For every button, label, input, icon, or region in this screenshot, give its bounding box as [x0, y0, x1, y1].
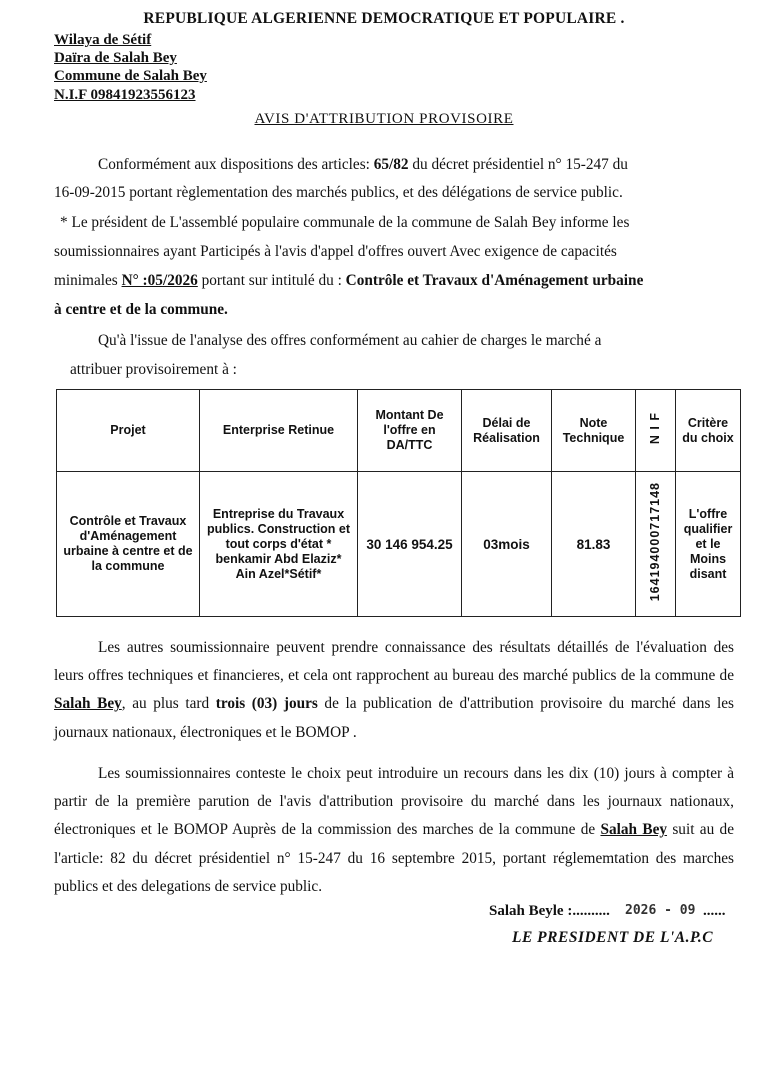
intro-text: Conformément aux dispositions des articles: [98, 156, 374, 173]
results-place: Salah Bey [54, 695, 122, 713]
results-days: trois (03) jours [215, 695, 318, 713]
appeal-text-1: Les soumissionnaires conteste le choix peut introduire un recours dans les dix (10) jours à compter à partir de la première parution de l'avis d'attribution provisoire du marché dans les journaux nationaux, électroniques et le BOMOP Auprès de la commission des marches de la commune de [54, 765, 734, 839]
daira-line: Daïra de Salah Bey [54, 50, 177, 66]
intro-text-2: du décret présidentiel n° 15-247 du [408, 156, 628, 173]
articles-ref: 65/82 [373, 156, 409, 173]
cell-company: Entreprise du Travaux publics. Construction et tout corps d'état * benkamir Abd Elaziz* Ain Azel*Sétif* [200, 472, 358, 617]
cell-criteria: L'offre qualifier et le Moins disant [676, 472, 741, 617]
cell-nif [636, 472, 676, 617]
signature-place-date [489, 903, 610, 920]
results-text-3: de la publication de d'attribution provisoire du marché dans les journaux nationaux, électroniques et le BOMOP . [54, 695, 734, 741]
header-criteria: Critère du choix [676, 390, 741, 472]
table-header-row [57, 390, 741, 472]
appeal-text-2: suit au de l'article: 82 du décret présidentiel n° 15-247 du 16 septembre 2015, portant réglememtation des marches publics et des delegations de service public. [54, 821, 734, 895]
header-project: Projet [57, 390, 200, 472]
appeal-place: Salah Bey [600, 821, 668, 839]
cell-project: Contrôle et Travaux d'Aménagement urbaine à centre et de la commune [57, 472, 200, 617]
commune-line: Commune de Salah Bey [54, 68, 207, 84]
announcement-text-2: portant sur intitulé du : [197, 272, 346, 289]
announcement-line-3 [54, 272, 643, 290]
results-text-2: , au plus tard [121, 695, 216, 713]
analysis-line-1: Qu'à l'issue de l'analyse des offres conformément au cahier de charges le marché a [98, 332, 602, 349]
announcement-line-2: soumissionnaires ayant Participés à l'avis d'appel d'offres ouvert Avec exigence de capacités [54, 243, 617, 260]
results-text-1: Les autres soumissionnaire peuvent prendre connaissance des résultats détaillés de l'évaluation des leurs offres techniques et financieres, et cela ont rapprochent au bureau des marché publics de la commune de [54, 639, 734, 685]
signatory-title: LE PRESIDENT DE L'A.P.C [512, 929, 714, 946]
intro-line-1 [98, 156, 628, 174]
nif-line: N.I.F 09841923556123 [54, 87, 196, 103]
analysis-line-2: attribuer provisoirement à : [70, 361, 237, 378]
tender-number: N° :05/2026 [121, 272, 198, 289]
header-nif [636, 390, 676, 472]
wilaya-line: Wilaya de Sétif [54, 32, 152, 48]
cell-score: 81.83 [552, 472, 636, 617]
announcement-text: minimales [54, 272, 122, 289]
tender-subject: Contrôle et Travaux d'Aménagement urbaine [345, 272, 644, 289]
cell-nif-text: 164194000717148 [648, 482, 662, 602]
cell-amount: 30 146 954.25 [358, 472, 462, 617]
table-row [57, 472, 741, 617]
place-date-text: Salah Beyle :.......... [489, 903, 610, 919]
tender-subject-end: à centre et de la commune. [54, 301, 228, 318]
handwritten-date: 2026 - 09 [625, 903, 696, 918]
announcement-line-1: * Le président de L'assemblé populaire communale de la commune de Salah Bey informe les [60, 214, 630, 231]
header-amount: Montant De l'offre en DA/TTC [358, 390, 462, 472]
signature-dots: ...... [703, 903, 726, 919]
country-header: REPUBLIQUE ALGERIENNE DEMOCRATIQUE ET POPULAIRE . [143, 10, 625, 27]
header-nif-text: N I F [648, 412, 662, 445]
document-title: AVIS D'ATTRIBUTION PROVISOIRE [254, 111, 514, 127]
header-company: Enterprise Retinue [200, 390, 358, 472]
award-table [56, 389, 741, 617]
header-delay: Délai de Réalisation [462, 390, 552, 472]
appeal-paragraph [54, 760, 734, 901]
cell-delay: 03mois [462, 472, 552, 617]
intro-line-2: 16-09-2015 portant règlementation des marchés publics, et des délégations de service public. [54, 184, 623, 201]
results-paragraph [54, 634, 734, 747]
header-score: Note Technique [552, 390, 636, 472]
